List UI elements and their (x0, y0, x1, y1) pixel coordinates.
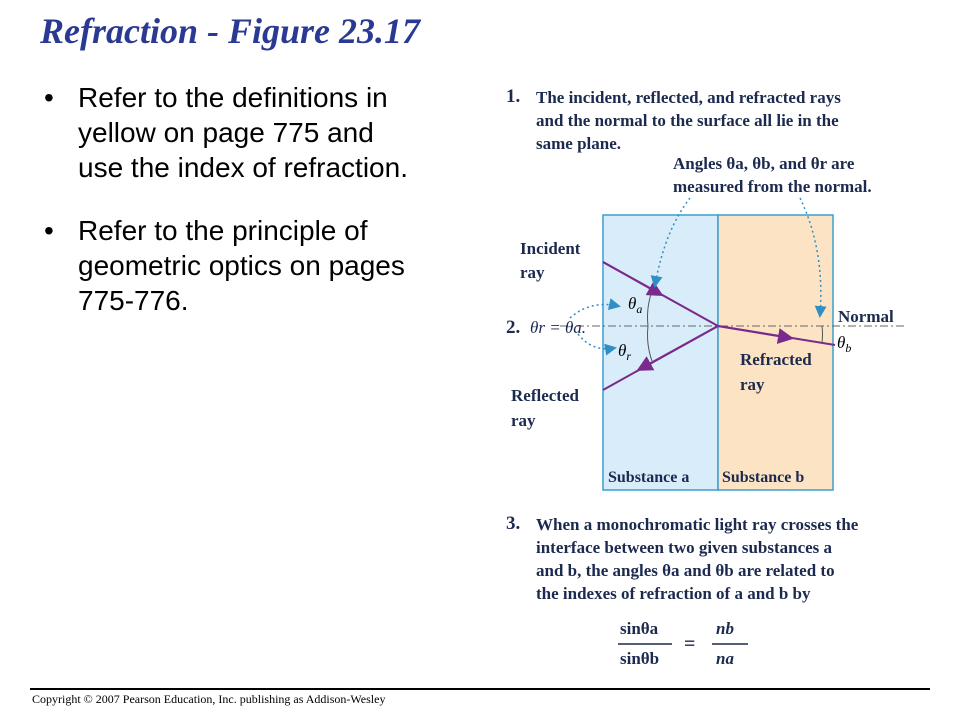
incident-label: ray (520, 263, 545, 282)
normal-label: Normal (838, 307, 894, 326)
refracted-label: Refracted (740, 350, 812, 369)
theta-a-label: $\theta_a$ (628, 294, 643, 316)
copyright-footer: Copyright © 2007 Pearson Education, Inc. publishing as Addison-Wesley (32, 692, 386, 706)
step2-text: θr = θa. (530, 318, 587, 337)
snell-equation (618, 619, 748, 668)
footer-divider (30, 688, 930, 690)
reflected-label: ray (511, 411, 536, 430)
equation-rhs-numerator: nb (716, 619, 734, 638)
equation-lhs-denominator: sinθb (620, 649, 660, 668)
bullet-text: Refer to the definitions in yellow on page 775 and use the index of refraction. (78, 82, 408, 183)
step2-number: 2. (506, 317, 521, 338)
refracted-label: ray (740, 375, 765, 394)
step3-line: When a monochromatic light ray crosses the (536, 515, 859, 534)
incident-label: Incident (520, 239, 581, 258)
reflected-label: Reflected (511, 386, 579, 405)
slide-title: Refraction - Figure 23.17 (40, 11, 421, 51)
equation-rhs-denominator: na (716, 649, 734, 668)
angles-note-line: measured from the normal. (673, 177, 872, 196)
step1-line: The incident, reflected, and refracted rays (536, 88, 841, 107)
step3-line: interface between two given substances a (536, 538, 833, 557)
theta-b-arc (822, 326, 823, 343)
bullet-text: Refer to the principle of geometric optics on pages 775-776. (78, 215, 405, 316)
equation-equals: = (684, 633, 696, 655)
step1-number: 1. (506, 86, 521, 107)
step3-number: 3. (506, 513, 521, 534)
substance-a-label: Substance a (608, 469, 690, 486)
substance-b-label: Substance b (722, 469, 805, 486)
step3-line: and b, the angles θa and θb are related to (536, 561, 835, 580)
step3-text (536, 513, 951, 605)
equation-lhs-numerator: sinθa (620, 619, 659, 638)
step3-line: the indexes of refraction of a and b by (536, 584, 811, 603)
theta-r-label: $\theta_r$ (618, 341, 632, 363)
bullet-dot: • (44, 82, 54, 113)
bullet-dot: • (44, 215, 54, 246)
theta-b-label: $\theta_b$ (837, 333, 852, 355)
angles-note-line: Angles θa, θb, and θr are (673, 154, 855, 173)
step1-line: same plane. (536, 134, 621, 153)
step1-line: and the normal to the surface all lie in the (536, 111, 839, 130)
